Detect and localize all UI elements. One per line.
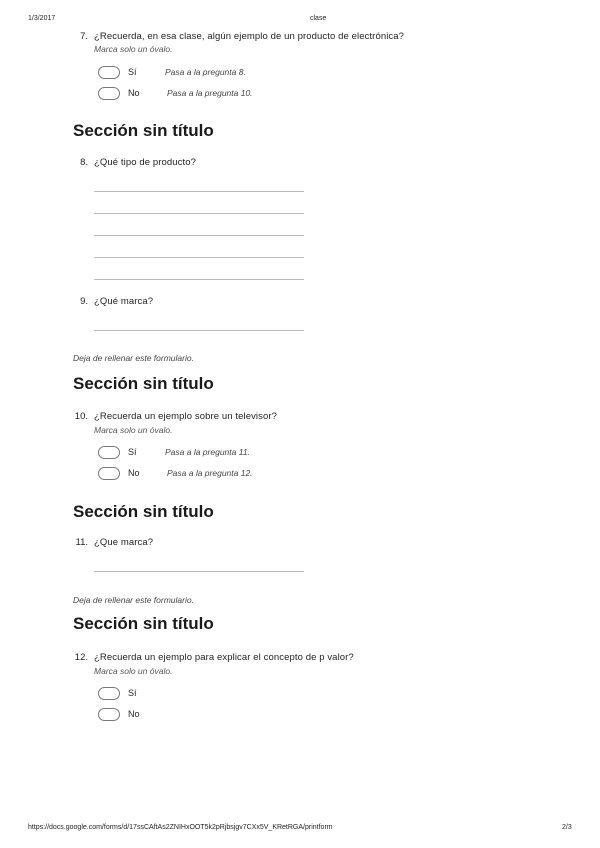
question-12-option-no-radio[interactable] (98, 708, 120, 721)
question-10-option-no-radio[interactable] (98, 467, 120, 480)
question-12-option-si-radio[interactable] (98, 687, 120, 700)
question-9-answer-line[interactable] (94, 330, 304, 331)
answer-line (94, 213, 304, 214)
question-7-option-si-goto: Pasa a la pregunta 8. (165, 67, 246, 77)
question-10-hint: Marca solo un óvalo. (94, 425, 173, 435)
answer-line (94, 279, 304, 280)
answer-line (94, 191, 304, 192)
question-12-number: 12. (74, 652, 88, 663)
question-12-option-si-label: Sí (128, 688, 137, 698)
answer-line (94, 235, 304, 236)
section-title-4: Sección sin título (73, 614, 214, 633)
footer-url: https://docs.google.com/forms/d/17ssCAftAs2ZNIHxOOT5k2pRjbsjgv7CXx5V_KRetRGA/printform (28, 824, 333, 831)
question-12-option-no-label: No (128, 709, 140, 719)
document-title: clase (310, 15, 327, 22)
question-10-option-no-label: No (128, 468, 140, 478)
question-11-number: 11. (75, 537, 88, 548)
question-10-option-si-radio[interactable] (98, 446, 120, 459)
question-7-option-si-radio[interactable] (98, 66, 120, 79)
question-7-option-no-goto: Pasa a la pregunta 10. (167, 88, 253, 98)
question-7-number: 7. (80, 31, 88, 42)
question-10-text: ¿Recuerda un ejemplo sobre un televisor? (94, 411, 278, 422)
question-7-option-no-label: No (128, 88, 140, 98)
question-8-text: ¿Qué tipo de producto? (94, 157, 197, 168)
question-8-number: 8. (80, 157, 88, 168)
question-10-option-no-goto: Pasa a la pregunta 12. (167, 468, 253, 478)
section-title-3: Sección sin título (73, 502, 214, 521)
section-title-1: Sección sin título (73, 121, 214, 140)
stop-form-note-2: Deja de rellenar este formulario. (73, 595, 194, 605)
question-11-text: ¿Que marca? (94, 537, 154, 548)
section-title-2: Sección sin título (73, 374, 214, 393)
answer-line (94, 257, 304, 258)
question-7-text: ¿Recuerda, en esa clase, algún ejemplo de un producto de electrónica? (94, 31, 405, 42)
print-date: 1/3/2017 (28, 15, 56, 22)
question-12-text: ¿Recuerda un ejemplo para explicar el concepto de p valor? (94, 652, 354, 663)
question-7-option-si-label: Sí (128, 67, 137, 77)
question-11-answer-line[interactable] (94, 571, 304, 572)
stop-form-note-1: Deja de rellenar este formulario. (73, 353, 194, 363)
question-7-hint: Marca solo un óvalo. (94, 44, 173, 54)
question-10-option-si-goto: Pasa a la pregunta 11. (165, 447, 250, 457)
question-9-text: ¿Qué marca? (94, 296, 154, 307)
page-number: 2/3 (562, 824, 572, 831)
question-12-hint: Marca solo un óvalo. (94, 666, 173, 676)
question-10-option-si-label: Sí (128, 447, 137, 457)
question-10-number: 10. (74, 411, 88, 422)
question-7-option-no-radio[interactable] (98, 87, 120, 100)
question-9-number: 9. (80, 296, 88, 307)
